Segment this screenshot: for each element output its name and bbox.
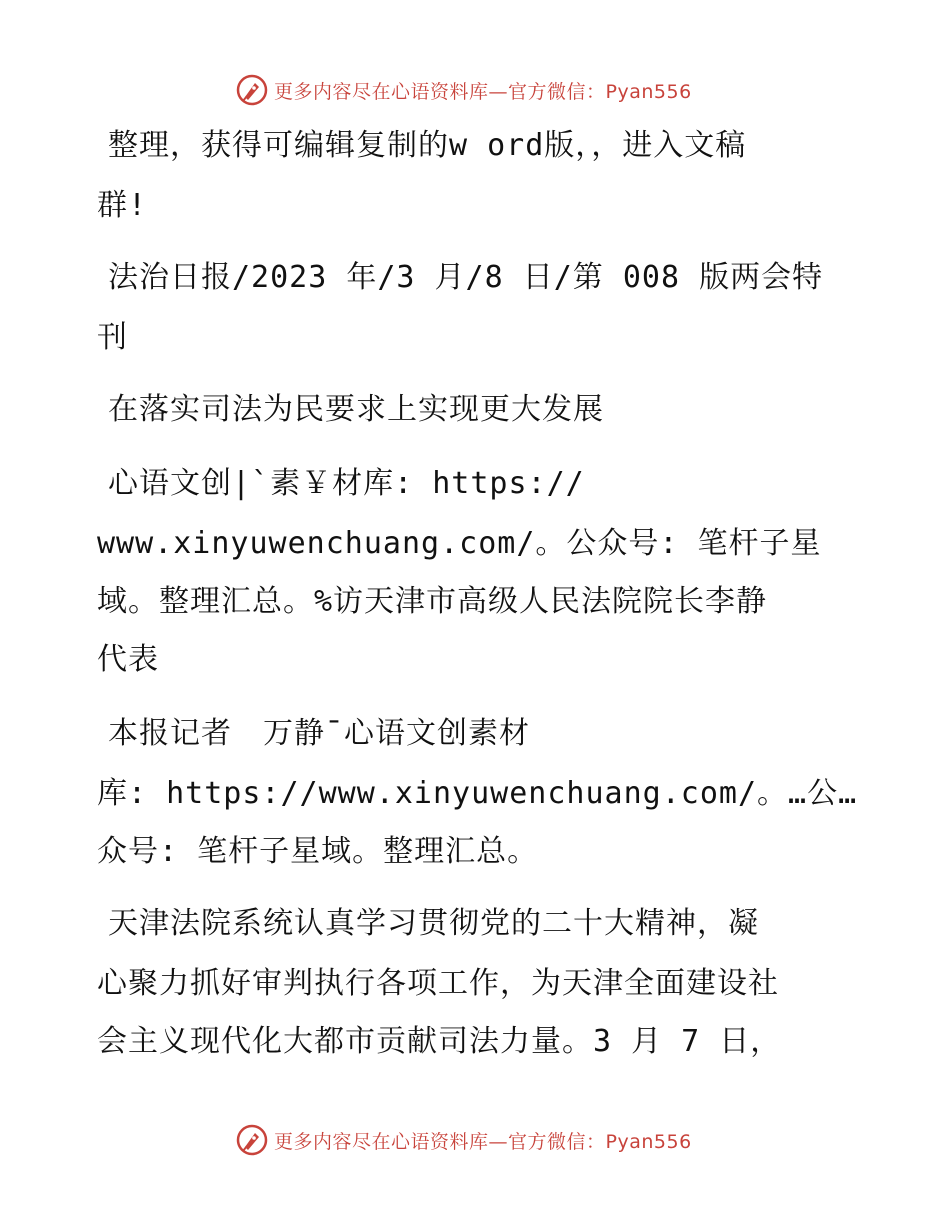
pen-nib-logo-icon xyxy=(236,1124,268,1156)
header-watermark xyxy=(236,72,692,108)
body-line: 代表 xyxy=(97,642,159,677)
article-title: 在落实司法为民要求上实现更大发展 xyxy=(108,392,604,427)
body-line: 群! xyxy=(97,188,148,223)
watermark-text: 更多内容尽在心语资料库—官方微信： xyxy=(274,80,606,103)
pen-nib-logo-icon xyxy=(236,74,268,106)
body-line: www.xinyuwenchuang.com/。公众号: 笔杆子星 xyxy=(97,526,822,561)
body-line: 法治日报/2023 年/3 月/8 日/第 008 版两会特 xyxy=(108,260,824,295)
body-line: 众号: 笔杆子星域。整理汇总。 xyxy=(97,834,539,869)
body-line: 天津法院系统认真学习贯彻党的二十大精神，凝 xyxy=(108,906,759,941)
body-line: 整理，获得可编辑复制的w ord版，，进入文稿 xyxy=(108,128,747,163)
body-line: 域。整理汇总。%访天津市高级人民法院院长李静 xyxy=(97,584,768,619)
body-line: 刊 xyxy=(97,320,128,355)
watermark-text: 更多内容尽在心语资料库—官方微信： xyxy=(274,1130,606,1153)
watermark-id: Pyan556 xyxy=(605,80,692,103)
footer-watermark xyxy=(236,1122,692,1158)
body-line: 会主义现代化大都市贡献司法力量。3 月 7 日， xyxy=(97,1024,782,1059)
body-line: 库: https://www.xinyuwenchuang.com/。…公… xyxy=(97,776,858,811)
body-line: 心语文创|`素￥材库: https:// xyxy=(108,466,585,501)
byline: 本报记者 万静¯心语文创素材 xyxy=(108,716,531,751)
watermark-id: Pyan556 xyxy=(605,1130,692,1153)
body-line: 心聚力抓好审判执行各项工作，为天津全面建设社 xyxy=(97,966,779,1001)
